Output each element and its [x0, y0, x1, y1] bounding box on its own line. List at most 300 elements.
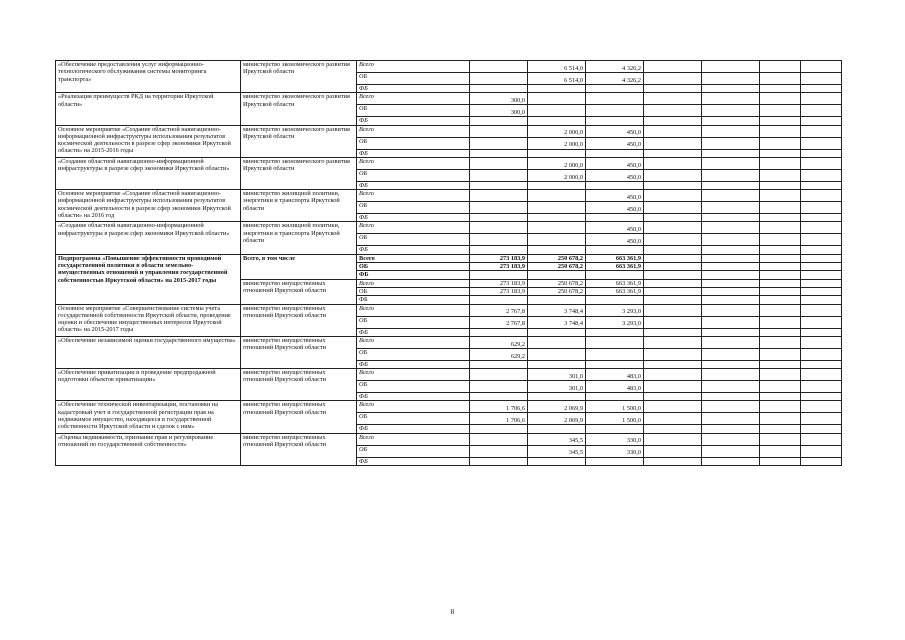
amount-cell: 1 706,6: [470, 401, 528, 413]
source-label: ФБ: [357, 393, 470, 401]
amount-cell: [702, 348, 760, 360]
amount-cell: [644, 105, 702, 117]
table-row: [56, 125, 842, 137]
measure-name: Основное мероприятие «Совершенствование системы учета государственной собственности Иркутской области, проведение оценки и обеспечение имущественных интересов Иркутской области» на 2015-2017 годы: [56, 304, 241, 336]
amount-cell: 250 678,2: [528, 254, 586, 262]
executor: министерство экономического развития Иркутской области: [241, 93, 357, 125]
amount-cell: [801, 425, 842, 433]
amount-cell: [586, 348, 644, 360]
amount-cell: [760, 348, 801, 360]
amount-cell: [644, 202, 702, 214]
amount-cell: [586, 117, 644, 125]
amount-cell: [760, 93, 801, 105]
amount-cell: [644, 369, 702, 381]
amount-cell: [470, 73, 528, 85]
source-label: ФБ: [357, 457, 470, 465]
amount-cell: 3 293,0: [586, 316, 644, 328]
amount-cell: [760, 413, 801, 425]
source-label: ОБ: [357, 105, 470, 117]
budget-table: [55, 60, 842, 466]
amount-cell: 1 500,0: [586, 401, 644, 413]
amount-cell: [801, 117, 842, 125]
amount-cell: [644, 433, 702, 445]
executor: министерство экономического развития Иркутской области: [241, 125, 357, 157]
amount-cell: [801, 336, 842, 348]
amount-cell: [760, 181, 801, 189]
source-label: ОБ: [357, 263, 470, 271]
table-row: [56, 190, 842, 202]
table-row: [56, 369, 842, 381]
amount-cell: [702, 85, 760, 93]
amount-cell: 6 514,0: [528, 61, 586, 73]
amount-cell: [470, 149, 528, 157]
amount-cell: [528, 271, 586, 279]
amount-cell: [470, 181, 528, 189]
amount-cell: [644, 348, 702, 360]
amount-cell: [586, 360, 644, 368]
amount-cell: [702, 369, 760, 381]
amount-cell: [528, 348, 586, 360]
source-label: ОБ: [357, 73, 470, 85]
source-label: ОБ: [357, 169, 470, 181]
amount-cell: [470, 246, 528, 254]
amount-cell: [586, 214, 644, 222]
table-row: [56, 433, 842, 445]
amount-cell: 450,0: [586, 234, 644, 246]
subprogram-name: Подпрограмма «Повышение эффективности проводимой государственной политики в области земельно-имущественных отношений и управления государственной собственностью Иркутской области» на 2015-2017 годы: [56, 254, 241, 304]
amount-cell: [760, 234, 801, 246]
amount-cell: [470, 214, 528, 222]
amount-cell: [644, 61, 702, 73]
source-label: ОБ: [357, 316, 470, 328]
amount-cell: [801, 125, 842, 137]
amount-cell: 2 767,8: [470, 316, 528, 328]
amount-cell: [760, 61, 801, 73]
amount-cell: 330,0: [586, 433, 644, 445]
amount-cell: 663 361,9: [586, 254, 644, 262]
executor: министерство имущественных отношений Иркутской области: [241, 279, 357, 304]
table-row: [56, 157, 842, 169]
amount-cell: [470, 137, 528, 149]
amount-cell: [801, 296, 842, 304]
amount-cell: [760, 393, 801, 401]
amount-cell: 450,0: [586, 169, 644, 181]
amount-cell: [528, 457, 586, 465]
amount-cell: [801, 413, 842, 425]
amount-cell: [702, 316, 760, 328]
source-label: ФБ: [357, 296, 470, 304]
amount-cell: 250 678,2: [528, 279, 586, 287]
amount-cell: [702, 137, 760, 149]
amount-cell: 1 706,6: [470, 413, 528, 425]
amount-cell: [644, 254, 702, 262]
amount-cell: [760, 254, 801, 262]
amount-cell: [760, 105, 801, 117]
amount-cell: 450,0: [586, 222, 644, 234]
source-label: ФБ: [357, 271, 470, 279]
amount-cell: [702, 169, 760, 181]
amount-cell: [470, 369, 528, 381]
amount-cell: 2 000,0: [528, 169, 586, 181]
amount-cell: [528, 214, 586, 222]
amount-cell: [801, 137, 842, 149]
amount-cell: [702, 457, 760, 465]
amount-cell: [760, 137, 801, 149]
amount-cell: [644, 296, 702, 304]
amount-cell: [470, 271, 528, 279]
amount-cell: [644, 234, 702, 246]
amount-cell: [528, 105, 586, 117]
amount-cell: [470, 190, 528, 202]
table-row: [56, 61, 842, 73]
executor: министерство имущественных отношений Иркутской области: [241, 304, 357, 336]
source-label: ФБ: [357, 425, 470, 433]
amount-cell: [702, 117, 760, 125]
measure-name: «Создание областной навигационно-информационной инфраструктуры в разрезе сфер экономики Иркутской области»: [56, 222, 241, 254]
amount-cell: [470, 381, 528, 393]
amount-cell: 629,2: [470, 348, 528, 360]
amount-cell: 2 069,9: [528, 401, 586, 413]
amount-cell: [528, 181, 586, 189]
amount-cell: 330,0: [586, 445, 644, 457]
amount-cell: 345,5: [528, 433, 586, 445]
amount-cell: [760, 304, 801, 316]
source-label: ОБ: [357, 287, 470, 295]
source-label: Всего: [357, 433, 470, 445]
amount-cell: [702, 93, 760, 105]
amount-cell: [760, 222, 801, 234]
table-row: [56, 401, 842, 413]
source-label: ФБ: [357, 85, 470, 93]
amount-cell: [470, 445, 528, 457]
amount-cell: [644, 445, 702, 457]
amount-cell: [470, 360, 528, 368]
amount-cell: [586, 296, 644, 304]
source-label: Всего: [357, 157, 470, 169]
amount-cell: 483,0: [586, 381, 644, 393]
amount-cell: [801, 85, 842, 93]
amount-cell: [644, 181, 702, 189]
source-label: ФБ: [357, 181, 470, 189]
amount-cell: 450,0: [586, 202, 644, 214]
measure-name: «Обеспечение предоставления услуг информационно-технологического обслуживания системы мониторинга транспорта»: [56, 61, 241, 93]
amount-cell: [644, 149, 702, 157]
source-label: ОБ: [357, 413, 470, 425]
amount-cell: [801, 181, 842, 189]
amount-cell: [702, 263, 760, 271]
amount-cell: [801, 328, 842, 336]
amount-cell: [528, 360, 586, 368]
source-label: ФБ: [357, 328, 470, 336]
amount-cell: [702, 181, 760, 189]
amount-cell: [702, 287, 760, 295]
amount-cell: [586, 105, 644, 117]
amount-cell: [644, 263, 702, 271]
amount-cell: [644, 401, 702, 413]
source-label: Всего: [357, 125, 470, 137]
amount-cell: [702, 105, 760, 117]
amount-cell: 250 678,2: [528, 263, 586, 271]
amount-cell: [644, 214, 702, 222]
amount-cell: [586, 393, 644, 401]
amount-cell: [702, 393, 760, 401]
amount-cell: [470, 425, 528, 433]
amount-cell: [702, 328, 760, 336]
amount-cell: 345,5: [528, 445, 586, 457]
amount-cell: [528, 202, 586, 214]
amount-cell: [644, 287, 702, 295]
executor: министерство имущественных отношений Иркутской области: [241, 401, 357, 433]
amount-cell: [644, 279, 702, 287]
amount-cell: 301,0: [528, 369, 586, 381]
amount-cell: [760, 336, 801, 348]
amount-cell: [760, 369, 801, 381]
amount-cell: 273 183,9: [470, 263, 528, 271]
amount-cell: [528, 234, 586, 246]
amount-cell: 450,0: [586, 157, 644, 169]
amount-cell: [801, 190, 842, 202]
amount-cell: [801, 279, 842, 287]
amount-cell: [702, 202, 760, 214]
amount-cell: [801, 105, 842, 117]
amount-cell: 2 767,8: [470, 304, 528, 316]
amount-cell: [760, 425, 801, 433]
executor: министерство имущественных отношений Иркутской области: [241, 336, 357, 368]
amount-cell: [801, 316, 842, 328]
amount-cell: [644, 85, 702, 93]
amount-cell: [528, 246, 586, 254]
amount-cell: [760, 117, 801, 125]
amount-cell: [644, 117, 702, 125]
amount-cell: 629,2: [470, 336, 528, 348]
amount-cell: [801, 263, 842, 271]
measure-name: «Обеспечение независимой оценки государственного имущества»: [56, 336, 241, 368]
amount-cell: [760, 328, 801, 336]
amount-cell: 300,0: [470, 93, 528, 105]
amount-cell: [470, 234, 528, 246]
amount-cell: [760, 190, 801, 202]
amount-cell: [644, 157, 702, 169]
amount-cell: [760, 287, 801, 295]
amount-cell: [760, 296, 801, 304]
executor: министерство жилищной политики, энергетики и транспорта Иркутской области: [241, 190, 357, 222]
amount-cell: [586, 457, 644, 465]
source-label: ФБ: [357, 360, 470, 368]
amount-cell: [528, 393, 586, 401]
amount-cell: 450,0: [586, 190, 644, 202]
amount-cell: [644, 222, 702, 234]
source-label: ОБ: [357, 348, 470, 360]
amount-cell: 4 326,2: [586, 73, 644, 85]
amount-cell: [760, 85, 801, 93]
amount-cell: 483,0: [586, 369, 644, 381]
amount-cell: 663 361,9: [586, 263, 644, 271]
amount-cell: [528, 149, 586, 157]
amount-cell: [702, 413, 760, 425]
source-label: ОБ: [357, 137, 470, 149]
source-label: Всего: [357, 401, 470, 413]
amount-cell: [586, 149, 644, 157]
amount-cell: [644, 93, 702, 105]
amount-cell: [644, 271, 702, 279]
source-label: Всего: [357, 222, 470, 234]
amount-cell: [702, 401, 760, 413]
amount-cell: [760, 263, 801, 271]
amount-cell: [760, 316, 801, 328]
amount-cell: [801, 149, 842, 157]
amount-cell: [801, 401, 842, 413]
amount-cell: [644, 304, 702, 316]
source-label: Всего: [357, 61, 470, 73]
amount-cell: [801, 360, 842, 368]
amount-cell: 663 361,9: [586, 279, 644, 287]
amount-cell: [470, 296, 528, 304]
amount-cell: [586, 328, 644, 336]
amount-cell: [702, 246, 760, 254]
amount-cell: 4 326,2: [586, 61, 644, 73]
executor: министерство экономического развития Иркутской области: [241, 157, 357, 189]
table-row: [56, 304, 842, 316]
amount-cell: [801, 348, 842, 360]
amount-cell: [760, 360, 801, 368]
amount-cell: [760, 271, 801, 279]
amount-cell: [586, 181, 644, 189]
amount-cell: [528, 85, 586, 93]
amount-cell: [760, 401, 801, 413]
amount-cell: [528, 336, 586, 348]
amount-cell: [528, 296, 586, 304]
amount-cell: [760, 279, 801, 287]
measure-name: «Оценка недвижимости, признание прав и регулирование отношений по государственной собственности»: [56, 433, 241, 465]
amount-cell: [760, 169, 801, 181]
page-number: 8: [450, 608, 455, 616]
amount-cell: [801, 61, 842, 73]
amount-cell: [801, 393, 842, 401]
amount-cell: [760, 125, 801, 137]
table-row: [56, 254, 842, 262]
amount-cell: [528, 222, 586, 234]
source-label: Всего: [357, 279, 470, 287]
amount-cell: [702, 425, 760, 433]
amount-cell: 2 000,0: [528, 157, 586, 169]
executor: министерство имущественных отношений Иркутской области: [241, 369, 357, 401]
amount-cell: [470, 157, 528, 169]
amount-cell: [644, 316, 702, 328]
amount-cell: [702, 157, 760, 169]
amount-cell: [760, 457, 801, 465]
amount-cell: [760, 445, 801, 457]
source-label: Всего: [357, 369, 470, 381]
amount-cell: [586, 336, 644, 348]
amount-cell: [586, 85, 644, 93]
source-label: ФБ: [357, 117, 470, 125]
amount-cell: [801, 254, 842, 262]
measure-name: Основное мероприятие «Создание областной навигационно-информационной инфраструктуры использования результатов космической деятельности в разрезе сфер экономики Иркутской области» на 2015-2016 годы: [56, 125, 241, 157]
source-label: Всего: [357, 190, 470, 202]
amount-cell: 273 183,9: [470, 287, 528, 295]
executor: министерство жилищной политики, энергетики и транспорта Иркутской области: [241, 222, 357, 254]
amount-cell: [760, 149, 801, 157]
amount-cell: [470, 433, 528, 445]
amount-cell: [644, 169, 702, 181]
amount-cell: [702, 271, 760, 279]
amount-cell: [801, 271, 842, 279]
source-label: ФБ: [357, 246, 470, 254]
amount-cell: 450,0: [586, 137, 644, 149]
amount-cell: [760, 214, 801, 222]
amount-cell: [702, 73, 760, 85]
amount-cell: [801, 381, 842, 393]
amount-cell: [702, 222, 760, 234]
amount-cell: [470, 393, 528, 401]
amount-cell: [801, 73, 842, 85]
amount-cell: [644, 336, 702, 348]
measure-name: «Реализация преимуществ РКД на территории Иркутской области»: [56, 93, 241, 125]
amount-cell: [702, 336, 760, 348]
table-row: [56, 336, 842, 348]
amount-cell: [586, 425, 644, 433]
source-label: ОБ: [357, 234, 470, 246]
amount-cell: [528, 425, 586, 433]
amount-cell: [702, 433, 760, 445]
amount-cell: [702, 61, 760, 73]
amount-cell: 250 678,2: [528, 287, 586, 295]
amount-cell: [702, 234, 760, 246]
budget-table-body: [56, 61, 842, 466]
amount-cell: 2 069,9: [528, 413, 586, 425]
amount-cell: [702, 296, 760, 304]
amount-cell: [528, 190, 586, 202]
amount-cell: [702, 190, 760, 202]
executor: министерство имущественных отношений Иркутской области: [241, 433, 357, 465]
amount-cell: [644, 360, 702, 368]
amount-cell: [760, 433, 801, 445]
amount-cell: [801, 304, 842, 316]
table-row: [56, 93, 842, 105]
amount-cell: [760, 246, 801, 254]
amount-cell: [470, 222, 528, 234]
amount-cell: [644, 137, 702, 149]
source-label: ОБ: [357, 445, 470, 457]
amount-cell: [644, 425, 702, 433]
amount-cell: [644, 73, 702, 85]
amount-cell: [801, 202, 842, 214]
amount-cell: [586, 271, 644, 279]
amount-cell: [702, 279, 760, 287]
amount-cell: 2 000,0: [528, 125, 586, 137]
amount-cell: [470, 125, 528, 137]
amount-cell: 1 500,0: [586, 413, 644, 425]
amount-cell: [586, 93, 644, 105]
amount-cell: [801, 222, 842, 234]
amount-cell: [801, 433, 842, 445]
source-label: ОБ: [357, 381, 470, 393]
source-label: Всего: [357, 93, 470, 105]
amount-cell: [470, 85, 528, 93]
amount-cell: [801, 169, 842, 181]
amount-cell: [702, 125, 760, 137]
amount-cell: 3 748,4: [528, 304, 586, 316]
amount-cell: [801, 93, 842, 105]
amount-cell: [644, 246, 702, 254]
measure-name: «Обеспечение приватизации и проведение предпродажной подготовки объектов приватизации»: [56, 369, 241, 401]
amount-cell: [470, 328, 528, 336]
amount-cell: 300,0: [470, 105, 528, 117]
amount-cell: [528, 117, 586, 125]
amount-cell: [644, 190, 702, 202]
amount-cell: 663 361,9: [586, 287, 644, 295]
amount-cell: [702, 360, 760, 368]
